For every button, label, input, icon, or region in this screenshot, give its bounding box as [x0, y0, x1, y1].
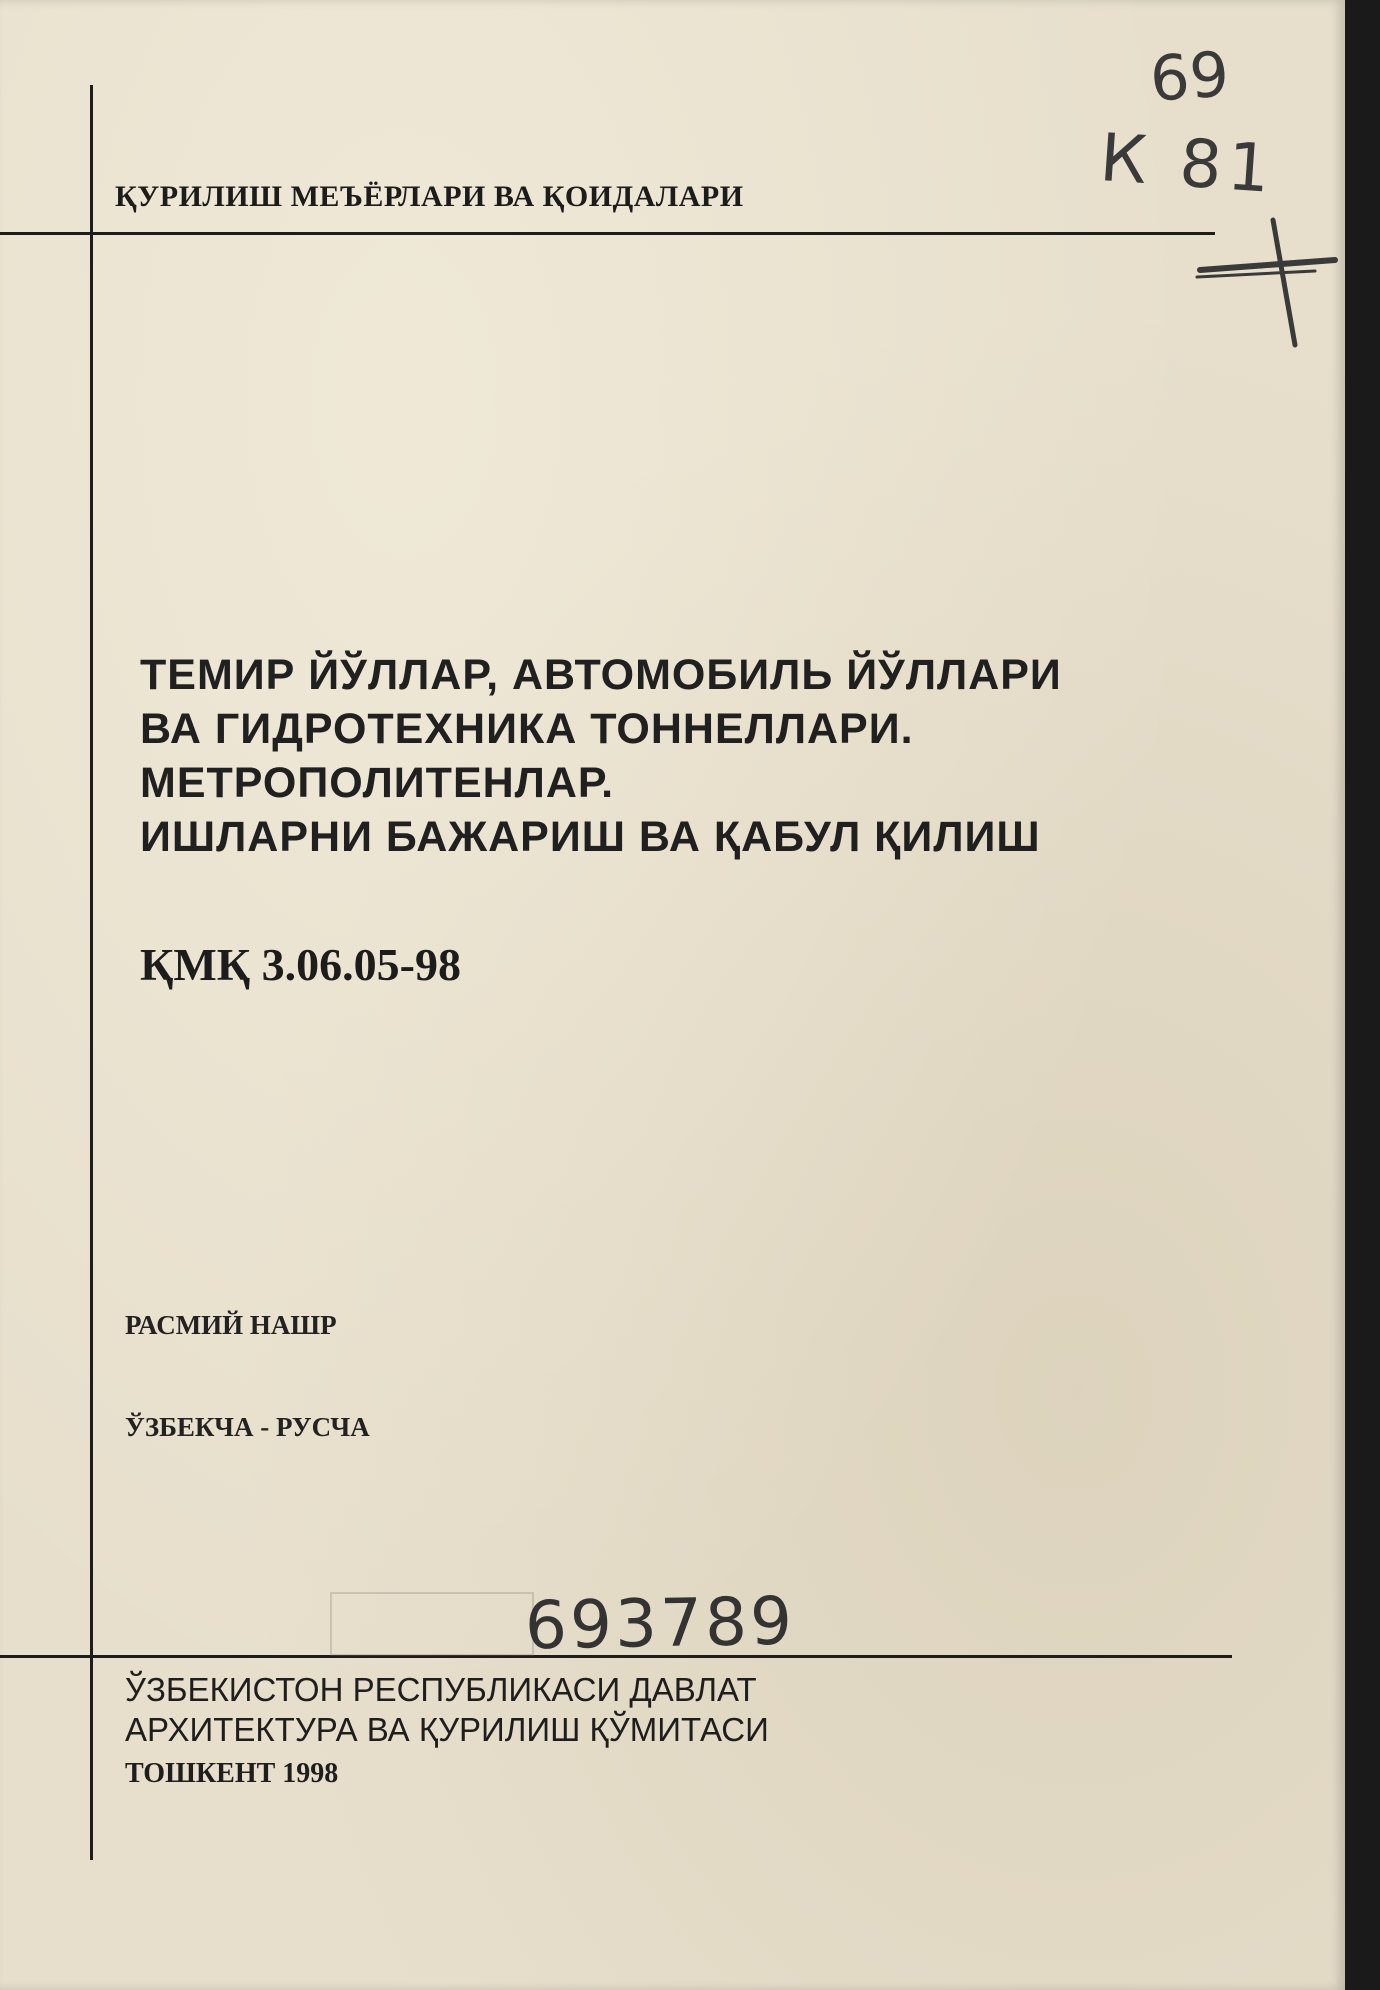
- languages-label: ЎЗБЕКЧА - РУСЧА: [125, 1412, 370, 1442]
- title-line: ТЕМИР ЙЎЛЛАР, АВТОМОБИЛЬ ЙЎЛЛАРИ: [140, 651, 1062, 699]
- header-rule: [0, 232, 1215, 235]
- document-code: ҚМҚ 3.06.05-98: [140, 939, 461, 990]
- title-line: ВА ГИДРОТЕХНИКА ТОННЕЛЛАРИ.: [140, 705, 914, 753]
- vertical-rule: [90, 85, 93, 1860]
- title-line: МЕТРОПОЛИТЕНЛАР.: [140, 759, 615, 807]
- edition-label: РАСМИЙ НАШР: [125, 1310, 337, 1340]
- faded-stamp: [330, 1592, 534, 1656]
- publisher-line: АРХИТЕКТУРА ВА ҚУРИЛИШ ҚЎМИТАСИ: [125, 1711, 769, 1748]
- handwritten-inventory-number: 693789: [524, 1582, 796, 1665]
- handwritten-shelf-mark: К 81: [1097, 118, 1279, 209]
- city-year: ТОШКЕНТ 1998: [125, 1758, 339, 1789]
- publisher-line: ЎЗБЕКИСТОН РЕСПУБЛИКАСИ ДАВЛАТ: [125, 1671, 757, 1708]
- publisher-block: [125, 1670, 769, 1750]
- handwritten-cross-mark: [1195, 215, 1345, 355]
- title-line: ИШЛАРНИ БАЖАРИШ ВА ҚАБУЛ ҚИЛИШ: [140, 813, 1041, 861]
- document-title: [140, 648, 1220, 864]
- handwritten-number-top: 69: [1147, 37, 1232, 116]
- series-title: ҚУРИЛИШ МЕЪЁРЛАРИ ВА ҚОИДАЛАРИ: [115, 180, 744, 213]
